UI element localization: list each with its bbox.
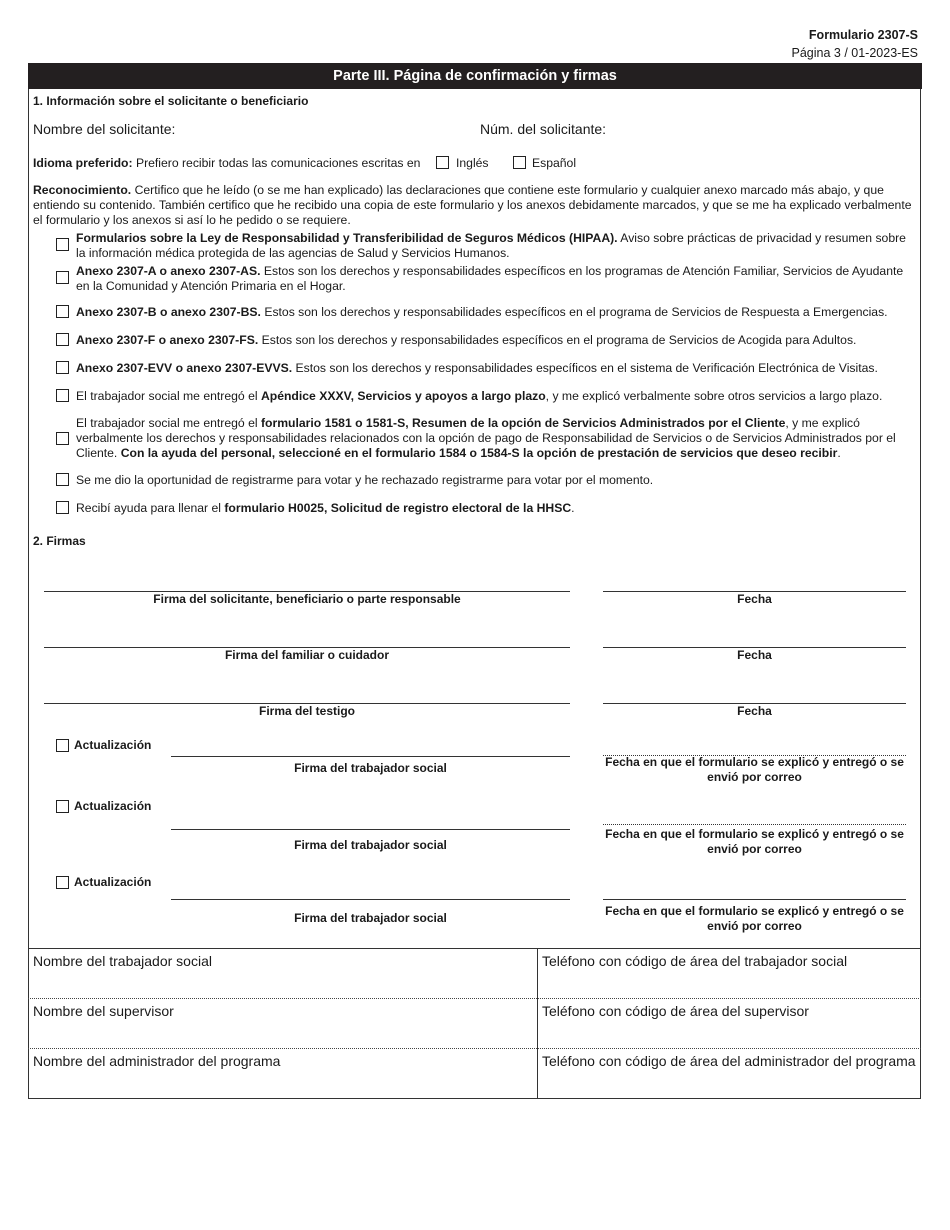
spanish-label: Español: [532, 156, 577, 170]
annex-evv-item: [76, 361, 916, 376]
annex-evv-text: Estos son los derechos y responsabilidades específicos en el sistema de Verificación Electrónica de Visitas.: [295, 361, 878, 375]
witness-date-caption: Fecha: [737, 704, 772, 718]
applicant-name-label: Nombre del solicitante:: [33, 121, 176, 137]
part-banner: Parte III. Página de confirmación y firmas: [28, 63, 922, 89]
annex-a-item: [76, 264, 916, 294]
contact-grid-divider: [537, 948, 538, 1099]
page-info: Página 3 / 01-2023-ES: [791, 46, 918, 60]
appendix-xxxv-post: , y me explicó verbalmente sobre otros servicios a largo plazo.: [545, 389, 883, 403]
form-1584-selection: Con la ayuda del personal, seleccioné en el formulario 1584 o 1584-S la opción de prestación de servicios que deseo recibir: [120, 446, 838, 460]
worker3-signature-line[interactable]: [171, 899, 570, 900]
voter-declined-checkbox[interactable]: [56, 473, 69, 486]
annex-f-text: Estos son los derechos y responsabilidades específicos en el programa de Servicios de Acogida para Adultos.: [261, 333, 857, 347]
annex-b-checkbox[interactable]: [56, 305, 69, 318]
appendix-xxxv-pre: El trabajador social me entregó el: [76, 389, 258, 403]
contact-row-divider-2: [28, 1048, 921, 1049]
update1-label: Actualización: [74, 738, 152, 752]
supervisor-name-field[interactable]: Nombre del supervisor: [33, 1003, 174, 1019]
hipaa-item-text: Aviso sobre prácticas de privacidad y resumen sobre la información médica protegida de las agencias de Salud y Servicios Humanos.: [76, 231, 906, 260]
applicant-date-caption: Fecha: [737, 592, 772, 606]
annex-a-title: Anexo 2307-A o anexo 2307-AS.: [76, 264, 261, 278]
recognition-paragraph: [33, 183, 913, 228]
form-1581-item: [76, 416, 916, 461]
annex-evv-title: Anexo 2307-EVV o anexo 2307-EVVS.: [76, 361, 293, 375]
update3-label: Actualización: [74, 875, 152, 889]
worker2-signature-caption: Firma del trabajador social: [294, 838, 447, 852]
admin-name-field[interactable]: Nombre del administrador del programa: [33, 1053, 281, 1069]
form-1584-post: .: [837, 446, 841, 460]
language-label: Idioma preferido:: [33, 156, 133, 170]
worker1-signature-line[interactable]: [171, 756, 570, 757]
form-1581-title: formulario 1581 o 1581-S, Resumen de la opción de Servicios Administrados por el Cliente: [260, 416, 786, 430]
form-1581-checkbox[interactable]: [56, 432, 69, 445]
update1-checkbox[interactable]: [56, 739, 69, 752]
form-id: Formulario 2307-S: [808, 28, 918, 42]
contact-row-divider-1: [28, 998, 921, 999]
appendix-xxxv-item: [76, 389, 916, 404]
voter-form-title: formulario H0025, Solicitud de registro electoral de la HHSC: [224, 501, 572, 515]
annex-b-text: Estos son los derechos y responsabilidades específicos en el programa de Servicios de Respuesta a Emergencias.: [264, 305, 888, 319]
worker2-signature-line[interactable]: [171, 829, 570, 830]
family-signature-caption: Firma del familiar o cuidador: [224, 648, 390, 662]
admin-phone-field[interactable]: Teléfono con código de área del administrador del programa: [542, 1053, 916, 1069]
contact-grid-top: [28, 948, 921, 949]
annex-f-title: Anexo 2307-F o anexo 2307-FS.: [76, 333, 259, 347]
appendix-xxxv-checkbox[interactable]: [56, 389, 69, 402]
english-checkbox[interactable]: [436, 156, 449, 169]
worker-phone-field[interactable]: Teléfono con código de área del trabajador social: [542, 953, 848, 969]
family-date-caption: Fecha: [737, 648, 772, 662]
recognition-text: Certifico que he leído (o se me han explicado) las declaraciones que contiene este formulario y cualquier anexo marcado más abajo, y que entiendo su contenido. También certifico que he recibido una copia de este formulario y los anexos debidamente marcados, y que se me ha explicado verbalmente el formulario y los anexos si así lo he pedido o se requiere.: [33, 183, 912, 227]
voter-form-checkbox[interactable]: [56, 501, 69, 514]
section1-title: 1. Información sobre el solicitante o beneficiario: [33, 94, 309, 108]
voter-declined-item: Se me dio la oportunidad de registrarme para votar y he rechazado registrarme para votar por el momento.: [76, 473, 654, 487]
annex-a-checkbox[interactable]: [56, 271, 69, 284]
form-1581-post: , y me explicó verbalmente los derechos y responsabilidades relacionados con la opción de pago de Responsabilidad de Servicios o de Servicios Administrados por el Cliente.: [76, 416, 896, 460]
recognition-label: Reconocimiento.: [33, 183, 132, 197]
worker1-date-caption: Fecha en que el formulario se explicó y entregó o se envió por correo: [605, 755, 904, 784]
annex-b-item: [76, 305, 916, 320]
applicant-number-label: Núm. del solicitante:: [480, 121, 607, 137]
applicant-signature-caption: Firma del solicitante, beneficiario o parte responsable: [153, 592, 461, 606]
witness-signature-caption: Firma del testigo: [258, 704, 356, 718]
worker3-signature-caption: Firma del trabajador social: [294, 911, 447, 925]
annex-f-checkbox[interactable]: [56, 333, 69, 346]
update2-label: Actualización: [74, 799, 152, 813]
voter-form-pre: Recibí ayuda para llenar el: [76, 501, 221, 515]
annex-evv-checkbox[interactable]: [56, 361, 69, 374]
update3-checkbox[interactable]: [56, 876, 69, 889]
voter-form-post: .: [571, 501, 575, 515]
spanish-checkbox[interactable]: [513, 156, 526, 169]
section2-title: 2. Firmas: [33, 534, 86, 548]
worker2-date-caption: Fecha en que el formulario se explicó y entregó o se envió por correo: [605, 827, 904, 856]
english-label: Inglés: [456, 156, 489, 170]
annex-a-text: Estos son los derechos y responsabilidades específicos en los programas de Atención Familiar, Servicios de Ayudante en la Comunidad y Atención Primaria en el Hogar.: [76, 264, 904, 293]
language-text: Prefiero recibir todas las comunicaciones escritas en: [135, 156, 421, 170]
annex-b-title: Anexo 2307-B o anexo 2307-BS.: [76, 305, 261, 319]
worker3-date-line[interactable]: [603, 899, 906, 900]
worker2-date-line[interactable]: [603, 824, 906, 825]
supervisor-phone-field[interactable]: Teléfono con código de área del supervisor: [542, 1003, 809, 1019]
language-preference: [33, 156, 420, 171]
annex-f-item: [76, 333, 916, 348]
hipaa-item: [76, 231, 916, 261]
worker-name-field[interactable]: Nombre del trabajador social: [33, 953, 212, 969]
worker3-date-caption: Fecha en que el formulario se explicó y entregó o se envió por correo: [605, 904, 904, 933]
hipaa-item-title: Formularios sobre la Ley de Responsabilidad y Transferibilidad de Seguros Médicos (HIPAA).: [76, 231, 618, 245]
form-1581-pre: El trabajador social me entregó el: [76, 416, 258, 430]
worker1-signature-caption: Firma del trabajador social: [294, 761, 447, 775]
appendix-xxxv-title: Apéndice XXXV, Servicios y apoyos a largo plazo: [260, 389, 546, 403]
hipaa-checkbox[interactable]: [56, 238, 69, 251]
voter-form-item: [76, 501, 916, 516]
update2-checkbox[interactable]: [56, 800, 69, 813]
